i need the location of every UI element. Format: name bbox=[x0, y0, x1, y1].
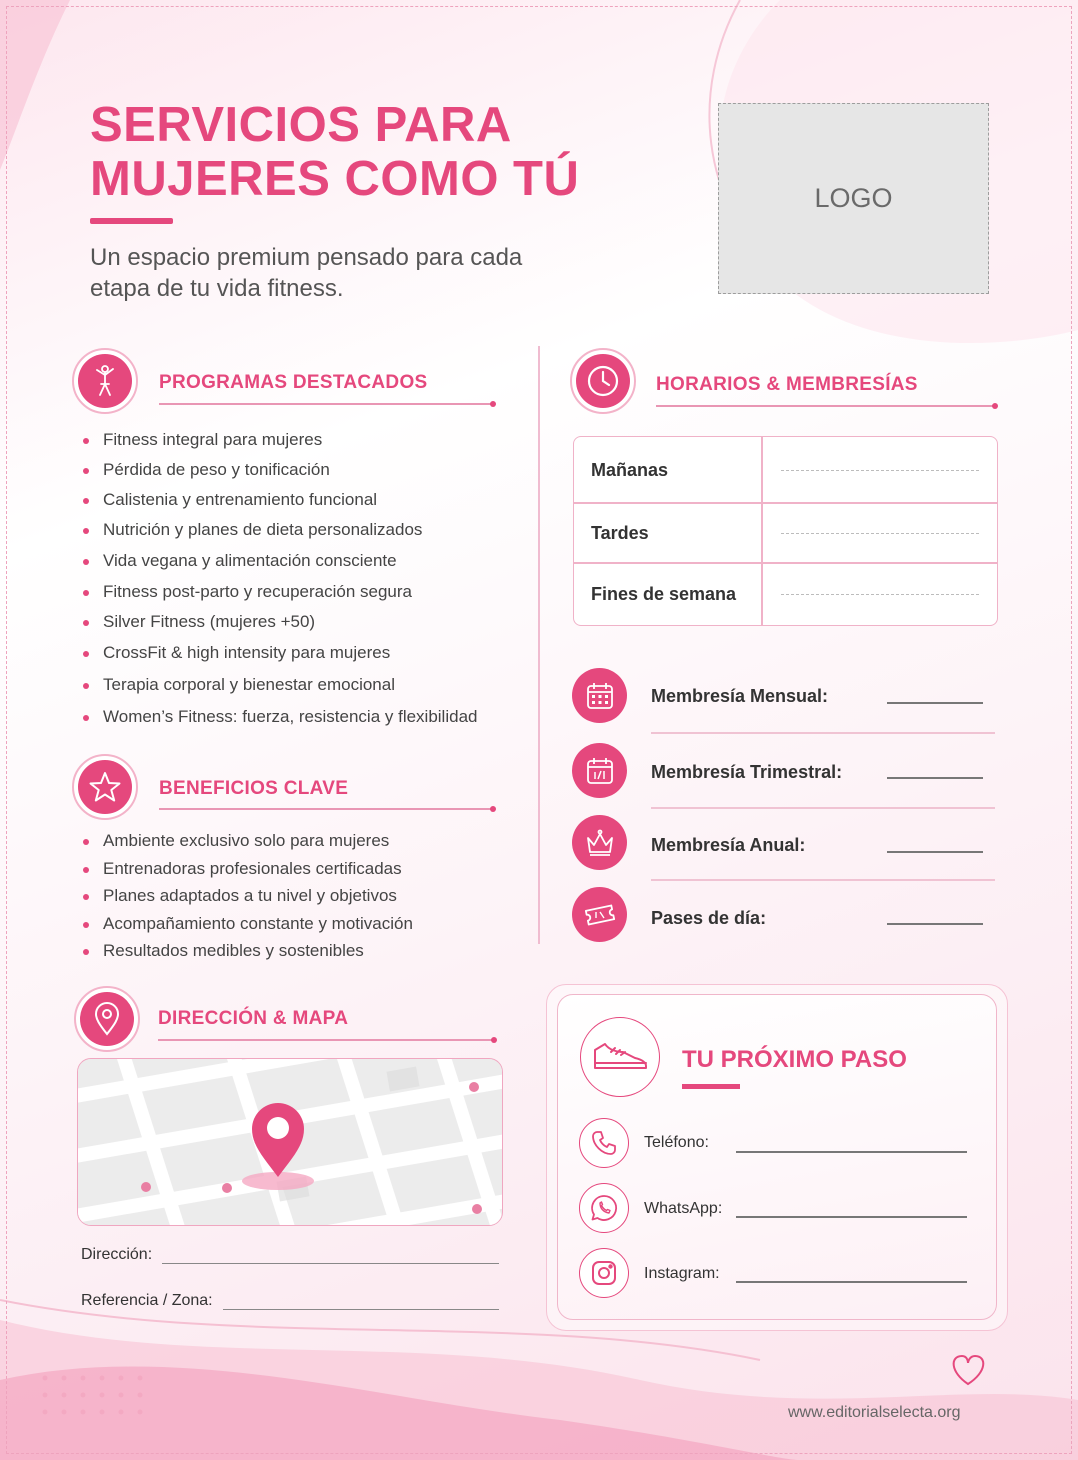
schedule-row-mornings bbox=[574, 437, 997, 503]
schedule-label: Tardes bbox=[591, 522, 649, 543]
membership-label: Pases de día: bbox=[651, 908, 767, 928]
list-item: Pérdida de peso y tonificación bbox=[81, 460, 477, 490]
map-image[interactable] bbox=[77, 1058, 503, 1226]
sneaker-icon bbox=[580, 1017, 660, 1097]
schedule-title-line bbox=[656, 405, 995, 407]
membership-separator bbox=[651, 732, 995, 734]
benefits-title: BENEFICIOS CLAVE bbox=[159, 778, 349, 799]
column-divider bbox=[538, 346, 540, 944]
address-title-line bbox=[158, 1039, 494, 1041]
benefits-list bbox=[81, 831, 413, 969]
schedule-label: Fines de semana bbox=[591, 583, 737, 604]
membership-separator bbox=[651, 807, 995, 809]
reference-label: Referencia / Zona: bbox=[81, 1292, 213, 1309]
programs-list bbox=[81, 430, 477, 737]
list-item: Nutrición y planes de dieta personalizados bbox=[81, 520, 477, 551]
phone-blank[interactable] bbox=[736, 1151, 967, 1153]
calendar-icon bbox=[572, 668, 627, 723]
schedule-label: Mañanas bbox=[591, 459, 669, 480]
whatsapp-blank[interactable] bbox=[736, 1216, 967, 1218]
next-step-title: TU PRÓXIMO PASO bbox=[682, 1046, 907, 1073]
membership-blank bbox=[887, 923, 983, 925]
list-item: Vida vegana y alimentación consciente bbox=[81, 551, 477, 582]
clock-icon bbox=[570, 348, 636, 414]
logo-text: LOGO bbox=[814, 183, 893, 213]
page-subtitle: Un espacio premium pensado para cada etapa de tu vida fitness. bbox=[90, 244, 523, 302]
star-icon bbox=[72, 754, 138, 820]
list-item: Resultados medibles y sostenibles bbox=[81, 941, 413, 969]
programs-title-line bbox=[159, 403, 493, 405]
schedule-row-afternoons bbox=[574, 503, 997, 563]
membership-label: Membresía Anual: bbox=[651, 835, 806, 855]
schedule-value-blank bbox=[781, 594, 979, 595]
membership-blank bbox=[887, 851, 983, 853]
list-item: Terapia corporal y bienestar emocional bbox=[81, 675, 477, 707]
contact-label-phone: Teléfono: bbox=[644, 1134, 709, 1151]
location-pin-icon bbox=[74, 986, 140, 1052]
schedule-value-blank bbox=[781, 533, 979, 534]
membership-blank bbox=[887, 702, 983, 704]
programs-title: PROGRAMAS DESTACADOS bbox=[159, 372, 428, 393]
woman-exercising-icon bbox=[72, 348, 138, 414]
title-line-2: MUJERES COMO TÚ bbox=[90, 152, 580, 206]
list-item: Silver Fitness (mujeres +50) bbox=[81, 612, 477, 643]
membership-label: Membresía Mensual: bbox=[651, 686, 829, 706]
title-line-1: SERVICIOS PARA bbox=[90, 98, 512, 152]
reference-blank[interactable] bbox=[223, 1309, 499, 1310]
list-item: CrossFit & high intensity para mujeres bbox=[81, 643, 477, 675]
instagram-icon bbox=[579, 1248, 629, 1298]
contact-label-instagram: Instagram: bbox=[644, 1265, 720, 1282]
whatsapp-icon bbox=[579, 1183, 629, 1233]
schedule-table bbox=[573, 436, 998, 626]
title-underline bbox=[90, 218, 173, 224]
list-item: Women’s Fitness: fuerza, resistencia y flexibilidad bbox=[81, 707, 477, 737]
contact-label-whatsapp: WhatsApp: bbox=[644, 1200, 723, 1217]
list-item: Fitness post-parto y recuperación segura bbox=[81, 582, 477, 612]
list-item: Entrenadoras profesionales certificadas bbox=[81, 859, 413, 887]
list-item: Fitness integral para mujeres bbox=[81, 430, 477, 460]
schedule-value-blank bbox=[781, 470, 979, 471]
instagram-blank[interactable] bbox=[736, 1281, 967, 1283]
schedule-title: HORARIOS & MEMBRESÍAS bbox=[656, 374, 918, 395]
address-field[interactable] bbox=[81, 1246, 499, 1264]
next-step-underline bbox=[682, 1084, 740, 1089]
address-label: Dirección: bbox=[81, 1246, 153, 1263]
membership-separator bbox=[651, 879, 995, 881]
address-blank[interactable] bbox=[162, 1263, 499, 1264]
logo-placeholder bbox=[718, 103, 989, 294]
reference-field[interactable] bbox=[81, 1292, 499, 1310]
page-title bbox=[90, 98, 579, 206]
address-title: DIRECCIÓN & MAPA bbox=[158, 1008, 349, 1029]
membership-blank bbox=[887, 777, 983, 779]
list-item: Ambiente exclusivo solo para mujeres bbox=[81, 831, 413, 859]
schedule-row-weekends bbox=[574, 563, 997, 625]
crown-icon bbox=[572, 815, 627, 870]
calendar-icon bbox=[572, 743, 627, 798]
membership-label: Membresía Trimestral: bbox=[651, 762, 843, 782]
phone-icon bbox=[579, 1118, 629, 1168]
list-item: Acompañamiento constante y motivación bbox=[81, 914, 413, 942]
website-link[interactable]: www.editorialselecta.org bbox=[788, 1404, 961, 1421]
benefits-title-line bbox=[159, 808, 493, 810]
list-item: Planes adaptados a tu nivel y objetivos bbox=[81, 886, 413, 914]
ticket-icon bbox=[572, 887, 627, 942]
list-item: Calistenia y entrenamiento funcional bbox=[81, 490, 477, 520]
